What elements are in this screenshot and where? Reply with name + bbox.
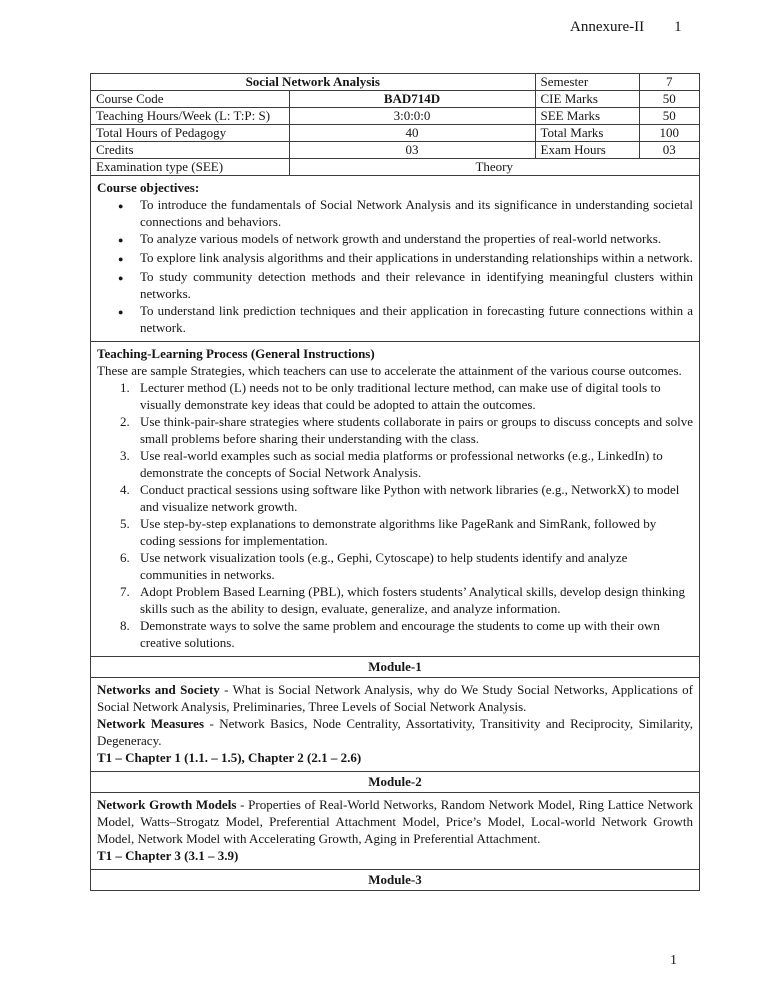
course-code-value: BAD714D (289, 91, 535, 108)
total-marks-label: Total Marks (535, 125, 639, 142)
objective-text: To study community detection methods and their relevance in identifying meaningful clusters within networks. (140, 269, 693, 301)
total-marks-value: 100 (639, 125, 699, 142)
tlp-item (120, 515, 693, 549)
course-code-label: Course Code (91, 91, 289, 108)
objective-item (118, 302, 693, 336)
table-row (91, 108, 699, 125)
tlp-item-text: Use network visualization tools (e.g., Gephi, Cytoscape) to help students identify and analyze communities in networks. (140, 550, 628, 582)
objective-text: To introduce the fundamentals of Social Network Analysis and its significance in understanding societal connections and behaviors. (140, 197, 693, 229)
module-topic (97, 681, 693, 715)
objective-text: To analyze various models of network growth and understand the properties of real-world networks. (140, 231, 662, 246)
credits-label: Credits (91, 142, 289, 159)
annexure-label: Annexure-II (570, 19, 645, 35)
syllabus-table (90, 73, 700, 891)
tlp-item (120, 583, 693, 617)
exam-hours-label: Exam Hours (535, 142, 639, 159)
table-row (91, 91, 699, 108)
tlp-item-text: Use real-world examples such as social media platforms or professional networks (e.g., LinkedIn) to demonstrate the concepts of Social Network Analysis. (140, 448, 663, 480)
table-row (91, 159, 699, 176)
tlp-item-number: 5. (120, 516, 130, 531)
topic-text: - What is Social Network Analysis, why do We Study Social Networks, Applications of Social Network Analysis, Preliminaries, Three Levels of Social Network Analysis. (97, 682, 693, 714)
module-topic (97, 715, 693, 749)
pedagogy-hours-value: 40 (289, 125, 535, 142)
topic-lead: Network Measures (97, 716, 205, 731)
exam-hours-value: 03 (639, 142, 699, 159)
tlp-item (120, 413, 693, 447)
tlp-item-number: 4. (120, 482, 130, 497)
course-info-table (91, 74, 699, 175)
topic-lead: Networks and Society (97, 682, 220, 697)
tlp-item-text: Use step-by-step explanations to demonstrate algorithms like PageRank and SimRank, followed by coding sessions for implementation. (140, 516, 657, 548)
module-2-header: Module-2 (91, 771, 699, 792)
pedagogy-hours-label: Total Hours of Pedagogy (91, 125, 289, 142)
bullet-icon (118, 249, 140, 268)
objective-text: To understand link prediction techniques and their application in forecasting future connections within a network. (140, 303, 693, 335)
tlp-item-number: 1. (120, 380, 130, 395)
tlp-item (120, 549, 693, 583)
bullet-icon (118, 302, 140, 321)
module-1-content (91, 677, 699, 771)
tlp-item-number: 8. (120, 618, 130, 633)
exam-type-value: Theory (475, 159, 514, 174)
table-row (91, 125, 699, 142)
topic-text: - Properties of Real-World Networks, Random Network Model, Ring Lattice Network Model, Watts–Strogatz Model, Preferential Attachment Model, Price’s Model, Local-world Network Growth Model, Network Model with Accelerating Growth, Aging in Preferential Attachment. (97, 797, 693, 846)
tlp-item-text: Use think-pair-share strategies where students collaborate in pairs or groups to discuss concepts and solve small problems before sharing their understanding with the class. (140, 414, 693, 446)
table-row (91, 74, 699, 91)
semester-label: Semester (535, 74, 639, 91)
topic-text: - Network Basics, Node Centrality, Assortativity, Transitivity and Reciprocity, Similarity, Degeneracy. (97, 716, 693, 748)
bullet-icon (118, 268, 140, 287)
bullet-icon (118, 196, 140, 215)
table-row (91, 142, 699, 159)
credits-value: 03 (289, 142, 535, 159)
semester-value: 7 (639, 74, 699, 91)
course-objectives-section (91, 175, 699, 341)
cie-marks-value: 50 (639, 91, 699, 108)
tlp-item (120, 447, 693, 481)
module-textbook-ref: T1 – Chapter 1 (1.1. – 1.5), Chapter 2 (2.1 – 2.6) (97, 750, 362, 765)
tlp-item-text: Adopt Problem Based Learning (PBL), which fosters students’ Analytical skills, develop design thinking skills such as the ability to design, evaluate, generalize, and analyze information. (140, 584, 685, 616)
tlp-item-number: 7. (120, 584, 130, 599)
objective-item (118, 249, 693, 268)
teaching-learning-section (91, 341, 699, 656)
cie-marks-label: CIE Marks (535, 91, 639, 108)
tlp-item (120, 481, 693, 515)
see-marks-label: SEE Marks (535, 108, 639, 125)
course-title: Social Network Analysis (91, 74, 535, 91)
page-header (570, 19, 682, 36)
tlp-heading: Teaching-Learning Process (General Instructions) (97, 346, 375, 361)
objective-item (118, 268, 693, 302)
tlp-item-text: Conduct practical sessions using software like Python with network libraries (e.g., NetworkX) to model and visualize network growth. (140, 482, 680, 514)
tlp-item (120, 617, 693, 651)
tlp-item-text: Lecturer method (L) needs not to be only traditional lecture method, can make use of digital tools to visually demonstrate key ideas that could be adopted to attain the outcomes. (140, 380, 661, 412)
tlp-item-number: 2. (120, 414, 130, 429)
module-2-content (91, 792, 699, 869)
tlp-item (120, 379, 693, 413)
tlp-intro: These are sample Strategies, which teachers can use to accelerate the attainment of the various course outcomes. (97, 363, 682, 378)
tlp-item-text: Demonstrate ways to solve the same problem and encourage the students to come up with their own creative solutions. (140, 618, 660, 650)
footer-page-number: 1 (670, 953, 677, 968)
module-1-header: Module-1 (91, 656, 699, 677)
topic-lead: Network Growth Models (97, 797, 237, 812)
objective-text: To explore link analysis algorithms and their applications in understanding relationships within a network. (140, 250, 693, 265)
bullet-icon (118, 230, 140, 249)
tlp-item-number: 3. (120, 448, 130, 463)
objective-item (118, 196, 693, 230)
header-page-ref: 1 (674, 19, 682, 35)
module-topic (97, 796, 693, 847)
teaching-hours-label: Teaching Hours/Week (L: T:P: S) (91, 108, 289, 125)
see-marks-value: 50 (639, 108, 699, 125)
tlp-item-number: 6. (120, 550, 130, 565)
objective-item (118, 230, 693, 249)
module-textbook-ref: T1 – Chapter 3 (3.1 – 3.9) (97, 848, 239, 863)
exam-type-label: Examination type (SEE) (91, 159, 289, 176)
objectives-heading: Course objectives: (97, 180, 200, 195)
teaching-hours-value: 3:0:0:0 (289, 108, 535, 125)
module-3-header: Module-3 (91, 869, 699, 890)
